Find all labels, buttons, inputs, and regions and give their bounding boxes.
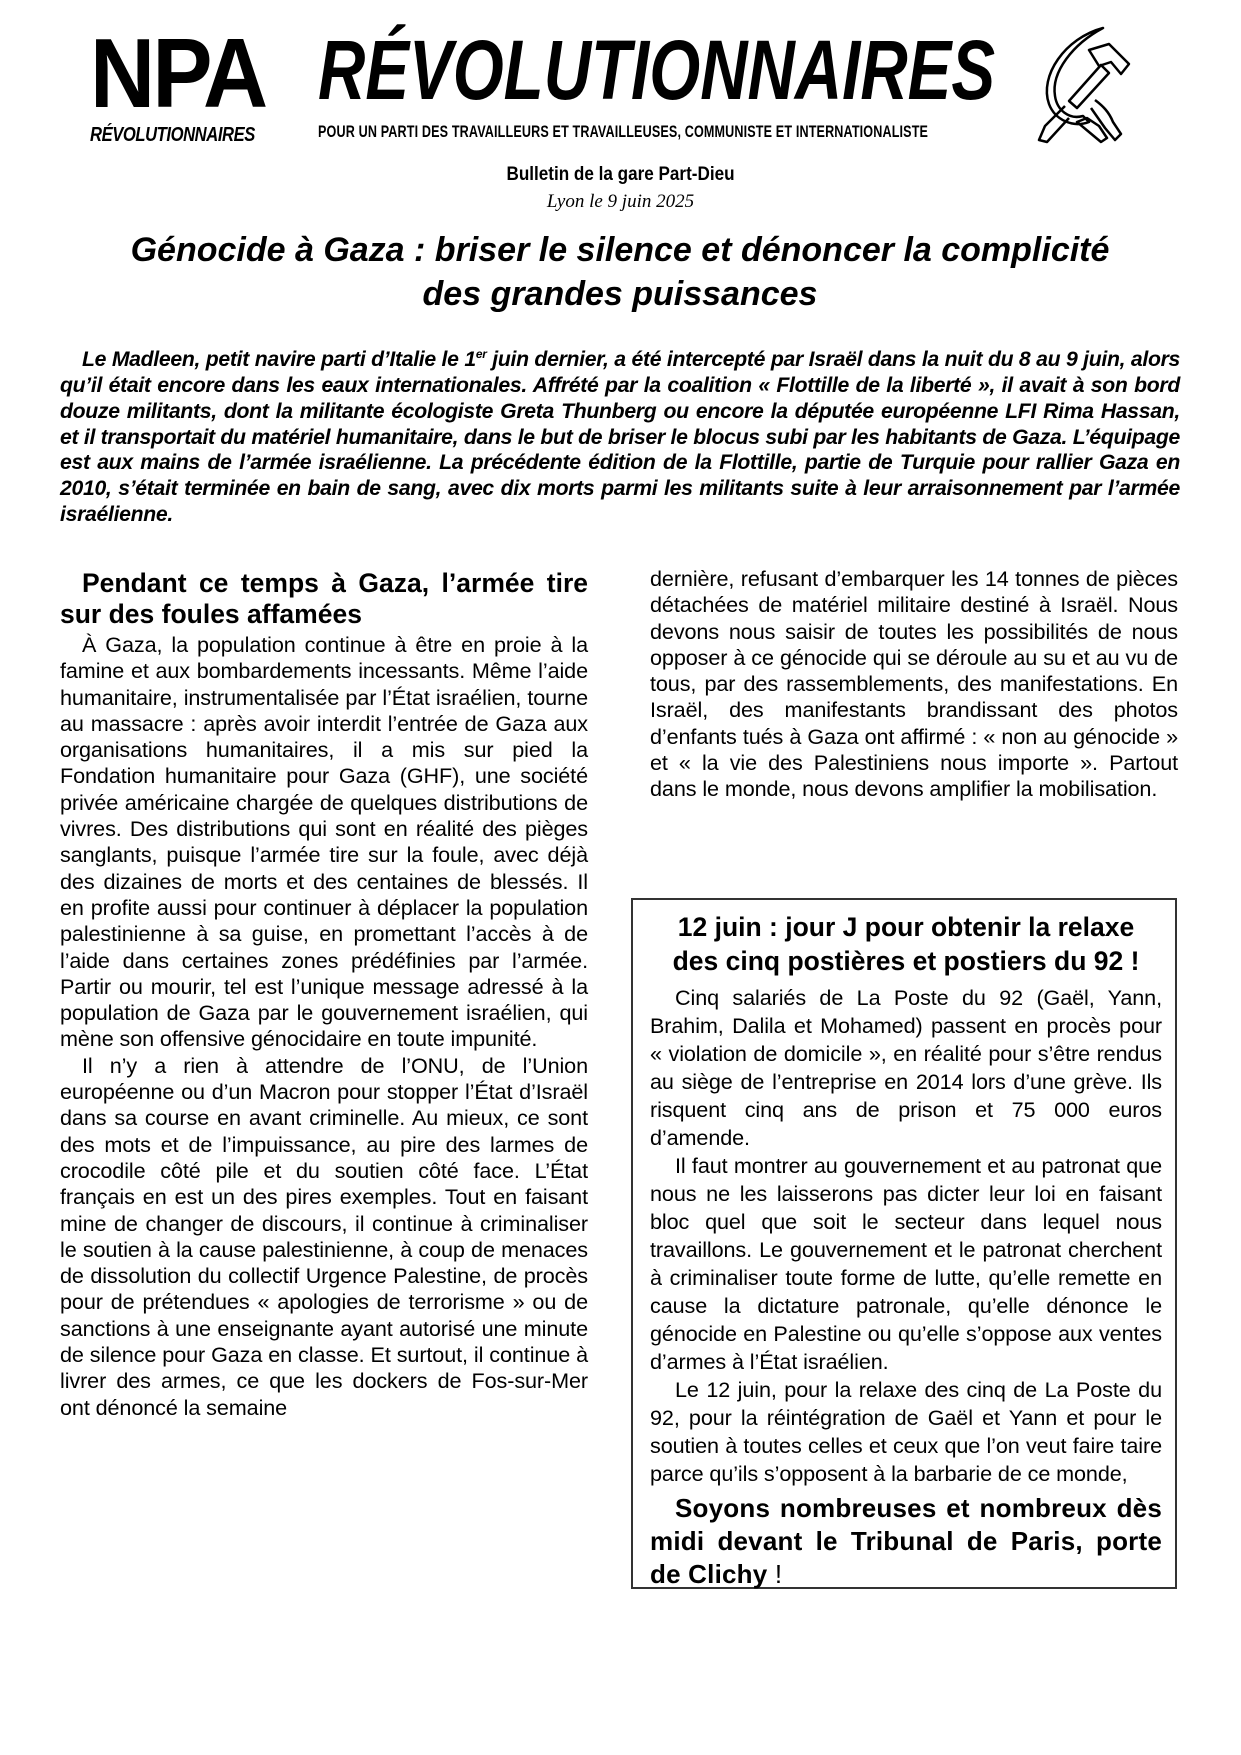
box-title-line-2: des cinq postières et postiers du 92 ! [672,946,1140,976]
chapeau-superscript: er [475,347,487,362]
article-paragraph: dernière, refusant d’embarquer les 14 tonnes de pièces détachées de matériel militaire destiné à Israël. Nous devons nous saisir de toutes les possibilités de nous opposer à ce génocide qui se déroule au su et au vu de tous, par des rassemblements, des manifestations. En Israël, des manifestants brandissant des photos d’enfants tués à Gaza ont affirmé : « non au génocide » et « la vie des Palestiniens nous importe ». Partout dans le monde, nous devons amplifier la mobilisation. [650,566,1178,802]
chapeau-intro [60,347,1180,528]
article-paragraph: Il n’y a rien à attendre de l’ONU, de l’Union européenne ou d’un Macron pour stopper l’État d’Israël dans sa course en avant criminelle. Au mieux, ce sont des mots et de l’impuissance, au pire des larmes de crocodile côté pile et du soutien côté face. L’État français en est un des pires exemples. Tout en faisant mine de changer de discours, il continue à criminaliser le soutien à la cause palestinienne, à coup de menaces de dissolution du collectif Urgence Palestine, de procès pour de prétendues « apologies de terrorisme » ou de sanctions à une enseignante ayant autorisé une minute de silence pour Gaza en classe. Et surtout, il continue à livrer des armes, ce que les dockers de Fos-sur-Mer ont dénoncé la semaine [60,1052,588,1420]
hammer-and-sickle-icon [1025,24,1145,144]
dateline: Lyon le 9 juin 2025 [546,191,695,212]
masthead [318,22,996,142]
box-title [641,910,1171,978]
masthead-subtitle: POUR UN PARTI DES TRAVAILLEURS ET TRAVAILLEUSES, COMMUNISTE ET INTERNATIONALISTE [318,122,929,141]
chapeau-text-end: juin dernier, a été intercepté par Israël dans la nuit du 8 au 9 juin, alors qu’il était encore dans les eaux internationales. Affrété par la coalition « Flottille de la liberté », il avait à son bord douze militants, dont la militante écologiste Greta Thunberg ou encore la députée européenne LFI Rima Hassan, et il transportait du matériel humanitaire, dans le but de briser le blocus subi par les habitants de Gaza. L’équipage est aux mains de l’armée israélienne. La précédente édition de la Flottille, partie de Turquie pour rallier Gaza en 2010, s’était terminée en bain de sang, avec dix morts parmi les militants suite à leur arraisonnement par l’armée israélienne. [60,348,1181,526]
box-title-line-1: 12 juin : jour J pour obtenir la relaxe [677,912,1135,942]
article-column-left [60,568,588,1421]
box-call-to-action [650,1492,1162,1591]
article-column-right [650,566,1178,803]
box-paragraph: Cinq salariés de La Poste du 92 (Gaël, Yann, Brahim, Dalila et Mohamed) passent en procès pour « violation de domicile », en réalité pour s’être rendus au siège de l’entreprise en 2014 lors d’une grève. Ils risquent cinq ans de prison et 75 000 euros d’amende. [650,985,1162,1150]
masthead-title: RÉVOLUTIONNAIRES [318,23,996,117]
npa-logo-letters: NPA [90,18,266,128]
headline-line-2: des grandes puissances [422,275,818,313]
masthead-header [0,0,1241,160]
bulletin-name: Bulletin de la gare Part-Dieu [506,164,735,185]
box-paragraph: Le 12 juin, pour la relaxe des cinq de La Poste du 92, pour la réintégration de Gaël et Yann et pour le soutien à toutes celles et ceux que l’on veut faire taire parce qu’ils s’opposent à la barbarie de ce monde, [650,1377,1162,1486]
box-paragraph: Il faut montrer au gouvernement et au patronat que nous ne les laisserons pas dicter leur loi en faisant bloc quel que soit le secteur dans lequel nous travaillons. Le gouvernement et le patronat cherchent à criminaliser toute forme de lutte, qu’elle remette en cause la dictature patronale, qu’elle dénonce le génocide en Palestine ou qu’elle s’oppose aux ventes d’armes à l’État israélien. [650,1153,1162,1374]
npa-logo-caption: RÉVOLUTIONNAIRES [90,124,255,146]
article-paragraph: À Gaza, la population continue à être en proie à la famine et aux bombardements incessants. Même l’aide humanitaire, instrumentalisée par l’État israélien, tourne au massacre : après avoir interdit l’entrée de Gaza aux organisations humanitaires, il a mis sur pied la Fondation humanitaire pour Gaza (GHF), une société privée américaine chargée de quelques distributions de vivres. Des distributions qui sont en réalité des pièges sanglants, puisque l’armée tire sur la foule, avec déjà des dizaines de morts et des centaines de blessés. Il en profite aussi pour continuer à déplacer la population palestinienne à sa guise, en promettant l’accès à de l’aide dans certaines zones prédéfinies par l’armée. Partir ou mourir, tel est l’unique message adressé à la population de Gaza par le gouvernement israélien, qui mène son offensive génocidaire en toute impunité. [60,632,588,1052]
page-headline [60,228,1180,316]
npa-logo [90,18,266,147]
headline-line-1: Génocide à Gaza : briser le silence et dénoncer la complicité [130,231,1110,269]
callout-box [631,898,1177,1589]
call-to-action-text: Soyons nombreuses et nombreux dès midi devant le Tribunal de Paris, porte de Clichy [650,1493,1162,1589]
chapeau-text-start: Le Madleen, petit navire parti d’Italie le 1 [82,348,476,372]
article-title: Pendant ce temps à Gaza, l’armée tire sur des foules affamées [60,568,588,629]
call-to-action-exclamation: ! [767,1559,783,1589]
box-body [650,984,1162,1591]
